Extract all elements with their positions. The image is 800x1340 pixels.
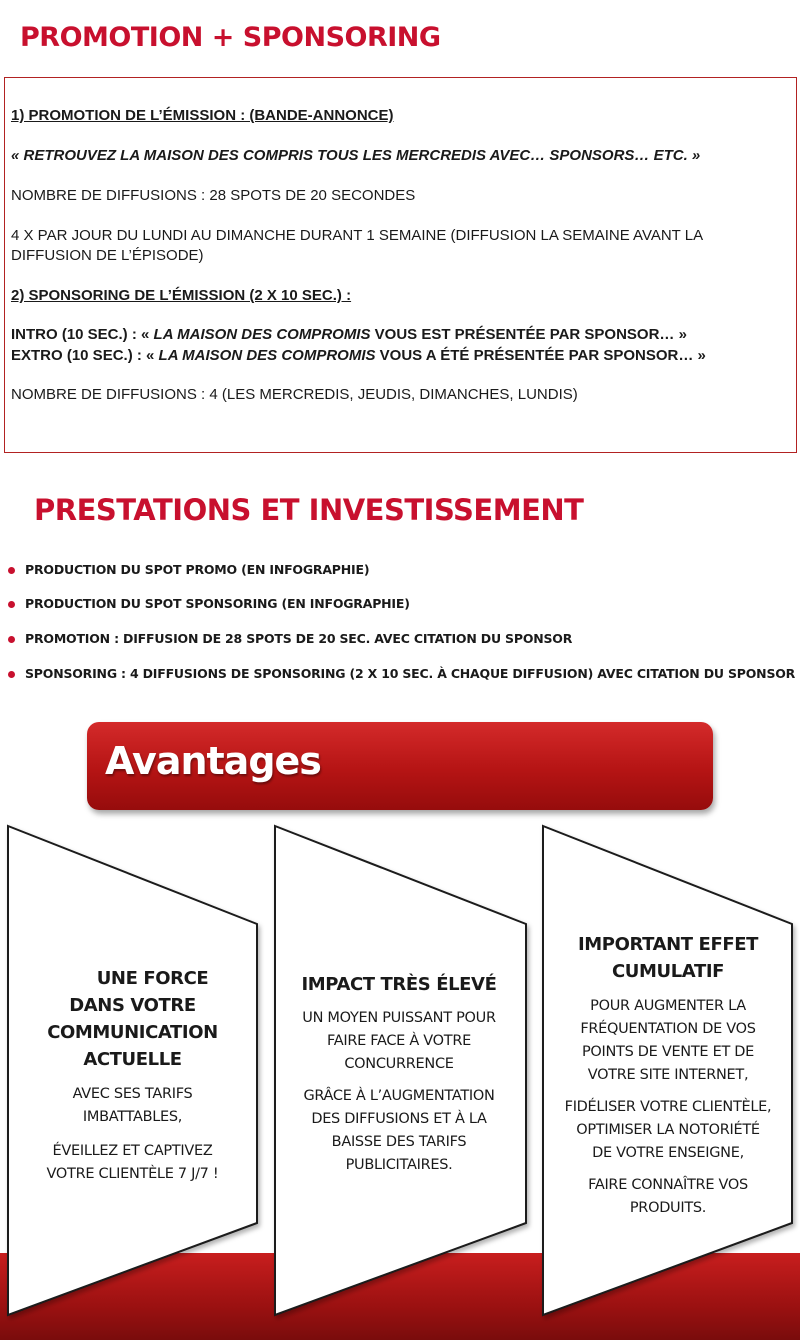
list-item: PROMOTION : DIFFUSION DE 28 SPOTS DE 20 SEC. AVEC CITATION DU SPONSOR — [8, 630, 798, 650]
prestations-title: PRESTATIONS ET INVESTISSEMENT — [34, 493, 584, 527]
promotion-schedule: 4 X PAR JOUR DU LUNDI AU DIMANCHE DURANT 1 SEMAINE (DIFFUSION LA SEMAINE AVANT LA DIFFUSION DE L’ÉPISODE) — [11, 227, 703, 264]
list-item: PRODUCTION DU SPOT SPONSORING (EN INFOGRAPHIE) — [8, 595, 798, 615]
avantages-title: Avantages — [105, 739, 321, 783]
promotion-broadcasts: NOMBRE DE DIFFUSIONS : 28 SPOTS DE 20 SECONDES — [11, 187, 416, 204]
sponsoring-broadcasts: NOMBRE DE DIFFUSIONS : 4 (LES MERCREDIS, JEUDIS, DIMANCHES, LUNDIS) — [11, 386, 578, 403]
sponsoring-intro: INTRO (10 SEC.) : « LA MAISON DES COMPROMIS VOUS EST PRÉSENTÉE PAR SPONSOR… » — [11, 326, 687, 343]
panel-2: IMPACT TRÈS ÉLEVÉ UN MOYEN PUISSANT POUR FAIRE FACE À VOTRE CONCURRENCE GRÂCE À L’AUGMENTATION DES DIFFUSIONS ET À LA BAISSE DES TARIFS PUBLICITAIRES. — [301, 974, 497, 1173]
panel-1: UNE FORCE DANS VOTRE COMMUNICATION ACTUELLE AVEC SES TARIFS IMBATTABLES, ÉVEILLEZ ET CAPTIVEZ VOTRE CLIENTÈLE 7 J/7 ! — [46, 968, 219, 1182]
sponsoring-heading: 2) SPONSORING DE L’ÉMISSION (2 X 10 SEC.) : — [11, 287, 352, 304]
list-item: PRODUCTION DU SPOT PROMO (EN INFOGRAPHIE) — [8, 561, 798, 581]
promotion-heading: 1) PROMOTION DE L’ÉMISSION : (BANDE-ANNONCE) — [11, 107, 394, 124]
list-item: SPONSORING : 4 DIFFUSIONS DE SPONSORING (2 X 10 SEC. À CHAQUE DIFFUSION) AVEC CITATION DU SPONSOR — [8, 665, 798, 685]
promotion-tagline: « RETROUVEZ LA MAISON DES COMPRIS TOUS LES MERCREDIS AVEC… SPONSORS… ETC. » — [11, 147, 701, 164]
panel-3: IMPORTANT EFFET CUMULATIF POUR AUGMENTER LA FRÉQUENTATION DE VOS POINTS DE VENTE ET DE VOTRE SITE INTERNET, FIDÉLISER VOTRE CLIENTÈLE, OPTIMISER LA NOTORIÉTÉ DE VOTRE ENSEIGNE, FAIRE CONNAÎTRE VOS PRODUITS. — [564, 934, 772, 1216]
promotion-title: PROMOTION + SPONSORING — [20, 22, 441, 53]
sponsoring-extro: EXTRO (10 SEC.) : « LA MAISON DES COMPROMIS VOUS A ÉTÉ PRÉSENTÉE PAR SPONSOR… » — [11, 347, 706, 364]
